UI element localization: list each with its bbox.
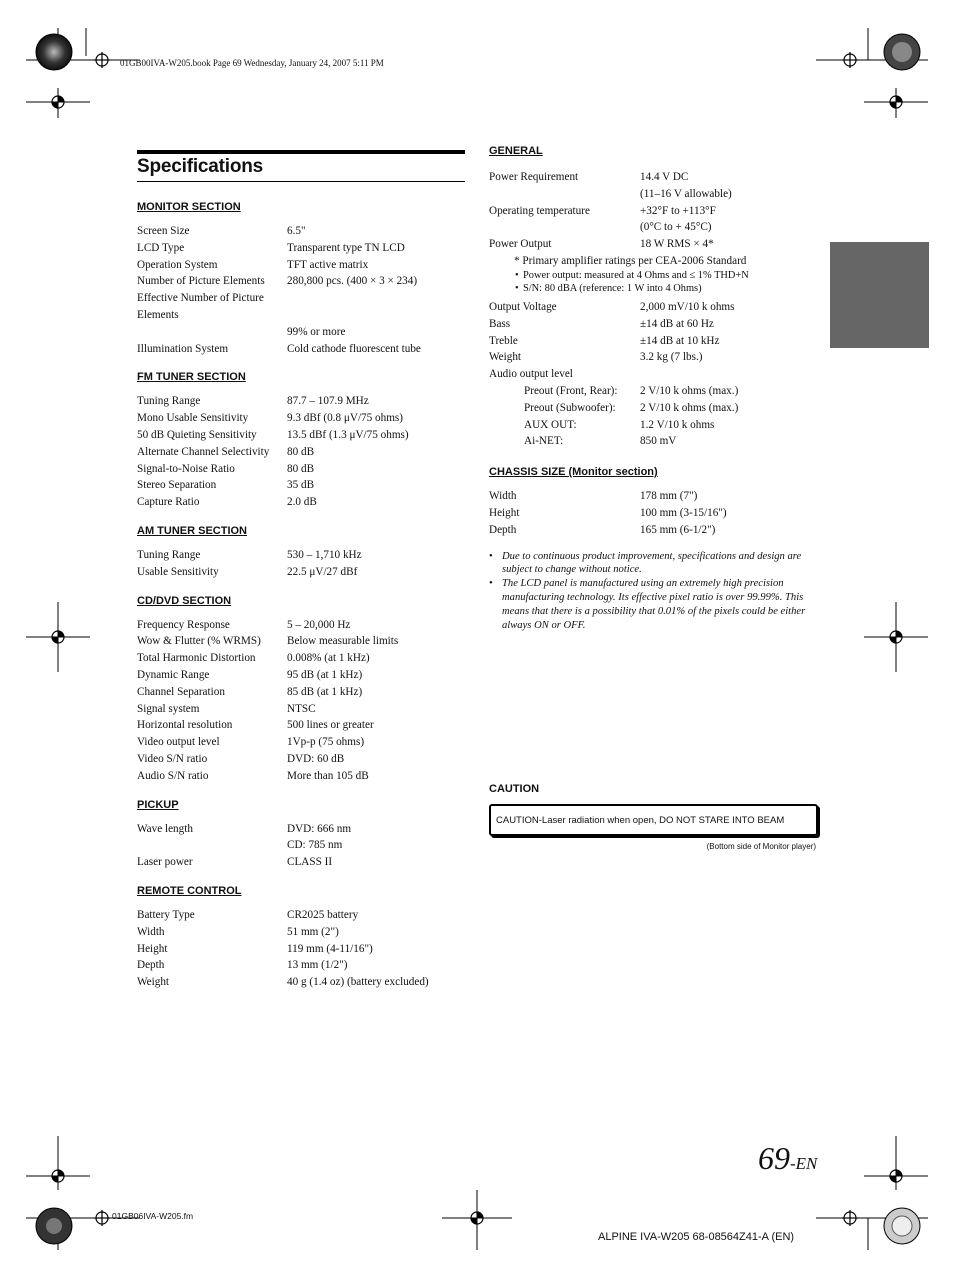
spec-label: Width bbox=[137, 925, 165, 938]
spec-value: ±14 dB at 10 kHz bbox=[640, 334, 720, 347]
spec-row bbox=[137, 633, 465, 650]
spec-label: Laser power bbox=[137, 856, 193, 869]
spec-row bbox=[489, 203, 819, 220]
spec-value: 5 – 20,000 Hz bbox=[287, 618, 351, 631]
page-number-suffix: -EN bbox=[790, 1154, 818, 1173]
power-subnote: • S/N: 80 dBA (reference: 1 W into 4 Ohms) bbox=[489, 282, 819, 296]
spec-value: 85 dB (at 1 kHz) bbox=[287, 685, 363, 698]
general-heading: GENERAL bbox=[489, 145, 543, 157]
spec-row bbox=[137, 974, 465, 991]
spec-label: Treble bbox=[489, 334, 518, 347]
spec-value: 2 V/10 k ohms (max.) bbox=[640, 401, 739, 414]
spec-value: 6.5" bbox=[287, 225, 306, 237]
spec-label: Alternate Channel Selectivity bbox=[137, 445, 270, 458]
footer-file: 01GB06IVA-W205.fm bbox=[112, 1211, 194, 1221]
spec-label: Mono Usable Sensitivity bbox=[137, 412, 249, 425]
section-heading: PICKUP bbox=[137, 798, 179, 811]
spec-value: DVD: 60 dB bbox=[287, 752, 345, 765]
caution-label: CAUTION-Laser radiation when open, DO NOT STARE INTO BEAM bbox=[489, 804, 818, 836]
spec-value: 95 dB (at 1 kHz) bbox=[287, 668, 363, 681]
spec-label: Width bbox=[489, 490, 517, 503]
spec-value: 165 mm (6-1/2") bbox=[640, 523, 716, 536]
spec-value: 178 mm (7") bbox=[640, 490, 698, 503]
spec-value: 9.3 dBf (0.8 μV/75 ohms) bbox=[287, 412, 404, 425]
spec-value: CD: 785 nm bbox=[287, 839, 343, 852]
spec-row bbox=[137, 257, 465, 274]
spec-row bbox=[137, 941, 465, 958]
spec-row bbox=[489, 316, 819, 333]
general-rows bbox=[489, 169, 819, 253]
spec-label: Video S/N ratio bbox=[137, 752, 208, 765]
spec-value: CR2025 battery bbox=[287, 908, 359, 921]
spec-row bbox=[489, 505, 819, 522]
page-number-value: 69 bbox=[758, 1140, 790, 1176]
spec-value: Below measurable limits bbox=[287, 635, 399, 648]
spec-label: Weight bbox=[489, 351, 522, 364]
spec-label: Depth bbox=[489, 523, 517, 536]
note-item: • The LCD panel is manufactured using an extremely high precision manufacturing technology. Its effective pixel ratio is over 99.99%. This means that there is a possibility that 0.01% of the pixels could be either always ON or OFF. bbox=[489, 577, 819, 633]
spec-row bbox=[137, 854, 465, 871]
spec-value: 0.008% (at 1 kHz) bbox=[287, 652, 370, 665]
spec-value: 3.2 kg (7 lbs.) bbox=[640, 351, 703, 364]
spec-row bbox=[137, 667, 465, 684]
spec-label bbox=[489, 186, 640, 203]
spec-row bbox=[137, 734, 465, 751]
spec-value: 1Vp-p (75 ohms) bbox=[287, 736, 365, 749]
page-title: Specifications bbox=[137, 156, 465, 182]
spec-label: Effective Number of Picture Elements bbox=[137, 292, 264, 321]
chassis-heading: CHASSIS SIZE (Monitor section) bbox=[489, 466, 658, 479]
spec-label: Preout (Subwoofer): bbox=[524, 401, 616, 414]
spec-row bbox=[137, 341, 465, 358]
chassis-rows bbox=[489, 488, 819, 538]
spec-row bbox=[137, 701, 465, 718]
corner-disc-top-left bbox=[34, 32, 74, 72]
spec-value: 13.5 dBf (1.3 μV/75 ohms) bbox=[287, 428, 409, 441]
spec-label: Illumination System bbox=[137, 342, 229, 355]
spec-label: Stereo Separation bbox=[137, 479, 217, 492]
spec-row bbox=[137, 410, 465, 427]
spec-row bbox=[489, 219, 819, 236]
caution-caption: (Bottom side of Monitor player) bbox=[706, 841, 816, 851]
spec-value: Transparent type TN LCD bbox=[287, 241, 405, 254]
spec-label bbox=[137, 324, 287, 341]
spec-row bbox=[489, 186, 819, 203]
spec-row bbox=[137, 821, 465, 838]
spec-value: 99% or more bbox=[287, 325, 346, 338]
spec-row bbox=[137, 617, 465, 634]
spec-row bbox=[137, 837, 465, 854]
spec-label: Height bbox=[137, 942, 168, 955]
spec-row bbox=[137, 924, 465, 941]
spec-row bbox=[137, 494, 465, 511]
spec-row bbox=[137, 717, 465, 734]
spec-value: 850 mV bbox=[640, 435, 677, 448]
spec-label: Channel Separation bbox=[137, 685, 225, 698]
spec-label bbox=[489, 219, 640, 236]
spec-row bbox=[137, 393, 465, 410]
spec-label: Audio output level bbox=[489, 368, 573, 381]
spec-value: ±14 dB at 60 Hz bbox=[640, 317, 714, 330]
spec-label: Battery Type bbox=[137, 908, 195, 921]
spec-label: Video output level bbox=[137, 736, 220, 749]
spec-label: Height bbox=[489, 506, 520, 519]
spec-row bbox=[137, 427, 465, 444]
section-heading: CD/DVD SECTION bbox=[137, 594, 232, 607]
spec-value: (0°C to + 45°C) bbox=[640, 221, 712, 234]
spec-value: 40 g (1.4 oz) (battery excluded) bbox=[287, 976, 429, 989]
spec-label: Dynamic Range bbox=[137, 668, 210, 681]
power-subnote: • Power output: measured at 4 Ohms and ≤ 1% THD+N bbox=[489, 269, 819, 283]
corner-disc-bottom-left bbox=[34, 1206, 74, 1246]
spec-row bbox=[137, 547, 465, 564]
spec-label: Ai-NET: bbox=[524, 435, 564, 448]
spec-value: 530 – 1,710 kHz bbox=[287, 548, 362, 561]
power-footnote: * Primary amplifier ratings per CEA-2006 Standard bbox=[514, 254, 747, 267]
spec-row bbox=[489, 417, 819, 434]
spec-label: Audio S/N ratio bbox=[137, 769, 209, 782]
spec-value: 22.5 μV/27 dBf bbox=[287, 565, 358, 578]
left-sections bbox=[137, 201, 465, 991]
spec-value: Cold cathode fluorescent tube bbox=[287, 342, 421, 355]
spec-label bbox=[137, 837, 287, 854]
spec-label: Wave length bbox=[137, 822, 193, 835]
spec-value: 2,000 mV/10 k ohms bbox=[640, 300, 735, 313]
spec-value: 18 W RMS × 4* bbox=[640, 238, 714, 251]
spec-row bbox=[137, 324, 465, 341]
caution-heading: CAUTION bbox=[489, 782, 540, 795]
spec-row bbox=[137, 461, 465, 478]
title-rule bbox=[137, 150, 465, 154]
corner-disc-top-right bbox=[882, 32, 922, 72]
spec-label: AUX OUT: bbox=[524, 418, 577, 431]
spec-value: NTSC bbox=[287, 702, 316, 715]
spec-value bbox=[301, 290, 465, 324]
section-heading: REMOTE CONTROL bbox=[137, 884, 242, 897]
spec-label: LCD Type bbox=[137, 241, 185, 254]
spec-value: 2.0 dB bbox=[287, 496, 317, 509]
spec-row bbox=[137, 768, 465, 785]
spec-value: 80 dB bbox=[287, 445, 315, 458]
spec-label: Usable Sensitivity bbox=[137, 565, 219, 578]
spec-label: Power Requirement bbox=[489, 171, 579, 183]
spec-row bbox=[137, 957, 465, 974]
spec-label: Frequency Response bbox=[137, 618, 230, 631]
spec-value: CLASS II bbox=[287, 856, 333, 869]
spec-label: 50 dB Quieting Sensitivity bbox=[137, 428, 257, 441]
spec-row bbox=[137, 290, 465, 324]
left-column bbox=[137, 150, 465, 991]
spec-label: Tuning Range bbox=[137, 395, 201, 408]
file-stamp: 01GB00IVA-W205.book Page 69 Wednesday, January 24, 2007 5:11 PM bbox=[120, 58, 384, 68]
spec-value: 2 V/10 k ohms (max.) bbox=[640, 384, 739, 397]
spec-label: Number of Picture Elements bbox=[137, 275, 265, 288]
notes bbox=[489, 550, 819, 633]
section-tab bbox=[830, 242, 929, 348]
spec-label: Operating temperature bbox=[489, 204, 590, 217]
spec-label: Operation System bbox=[137, 258, 218, 271]
spec-row bbox=[489, 400, 819, 417]
spec-row bbox=[489, 383, 819, 400]
spec-label: Preout (Front, Rear): bbox=[524, 384, 618, 397]
spec-label: Total Harmonic Distortion bbox=[137, 652, 256, 665]
spec-value: 14.4 V DC bbox=[640, 171, 689, 183]
spec-label: Bass bbox=[489, 317, 511, 330]
note-item: • Due to continuous product improvement, specifications and design are subject to change without notice. bbox=[489, 550, 819, 578]
spec-label: Signal system bbox=[137, 702, 200, 715]
spec-label: Horizontal resolution bbox=[137, 719, 233, 732]
spec-value: 119 mm (4-11/16") bbox=[287, 942, 373, 955]
spec-value: 51 mm (2") bbox=[287, 925, 339, 938]
spec-row bbox=[137, 684, 465, 701]
section-heading: AM TUNER SECTION bbox=[137, 524, 247, 537]
spec-row bbox=[489, 488, 819, 505]
spec-row bbox=[489, 333, 819, 350]
spec-label: Screen Size bbox=[137, 225, 190, 237]
section-heading: MONITOR SECTION bbox=[137, 201, 241, 213]
corner-disc-bottom-right bbox=[882, 1206, 922, 1246]
spec-value: TFT active matrix bbox=[287, 258, 369, 271]
spec-row bbox=[489, 236, 819, 253]
spec-row bbox=[137, 650, 465, 667]
spec-label: Signal-to-Noise Ratio bbox=[137, 462, 235, 475]
spec-value: 280,800 pcs. (400 × 3 × 234) bbox=[287, 275, 418, 288]
spec-row bbox=[137, 273, 465, 290]
general-rows-2 bbox=[489, 299, 819, 450]
spec-row bbox=[489, 433, 819, 450]
spec-value: 1.2 V/10 k ohms bbox=[640, 418, 715, 431]
spec-value: 87.7 – 107.9 MHz bbox=[287, 395, 369, 408]
footer-model: ALPINE IVA-W205 68-08564Z41-A (EN) bbox=[598, 1231, 795, 1243]
spec-value: More than 105 dB bbox=[287, 769, 369, 782]
spec-value: 500 lines or greater bbox=[287, 719, 374, 732]
spec-value: 35 dB bbox=[287, 479, 315, 492]
spec-value: (11–16 V allowable) bbox=[640, 187, 732, 200]
spec-row bbox=[137, 907, 465, 924]
spec-label: Power Output bbox=[489, 238, 552, 251]
spec-row bbox=[137, 564, 465, 581]
spec-label: Capture Ratio bbox=[137, 496, 200, 509]
spec-row bbox=[137, 444, 465, 461]
spec-row bbox=[489, 349, 819, 366]
spec-value: +32°F to +113°F bbox=[640, 204, 716, 217]
right-column bbox=[489, 145, 819, 851]
spec-label: Tuning Range bbox=[137, 548, 201, 561]
section-heading: FM TUNER SECTION bbox=[137, 371, 246, 384]
page-number bbox=[758, 1140, 817, 1177]
spec-label: Output Voltage bbox=[489, 300, 557, 313]
spec-label: Depth bbox=[137, 959, 165, 972]
spec-label: Wow & Flutter (% WRMS) bbox=[137, 635, 261, 648]
spec-value: 80 dB bbox=[287, 462, 315, 475]
spec-value: DVD: 666 nm bbox=[287, 822, 352, 835]
spec-row bbox=[137, 751, 465, 768]
spec-row bbox=[489, 299, 819, 316]
spec-row bbox=[137, 477, 465, 494]
spec-row bbox=[137, 240, 465, 257]
spec-row bbox=[489, 169, 819, 186]
spec-row bbox=[137, 223, 465, 240]
spec-value: 100 mm (3-15/16") bbox=[640, 506, 727, 519]
spec-value: 13 mm (1/2") bbox=[287, 959, 348, 972]
spec-row bbox=[489, 366, 819, 383]
spec-label: Weight bbox=[137, 976, 170, 989]
spec-row bbox=[489, 522, 819, 539]
